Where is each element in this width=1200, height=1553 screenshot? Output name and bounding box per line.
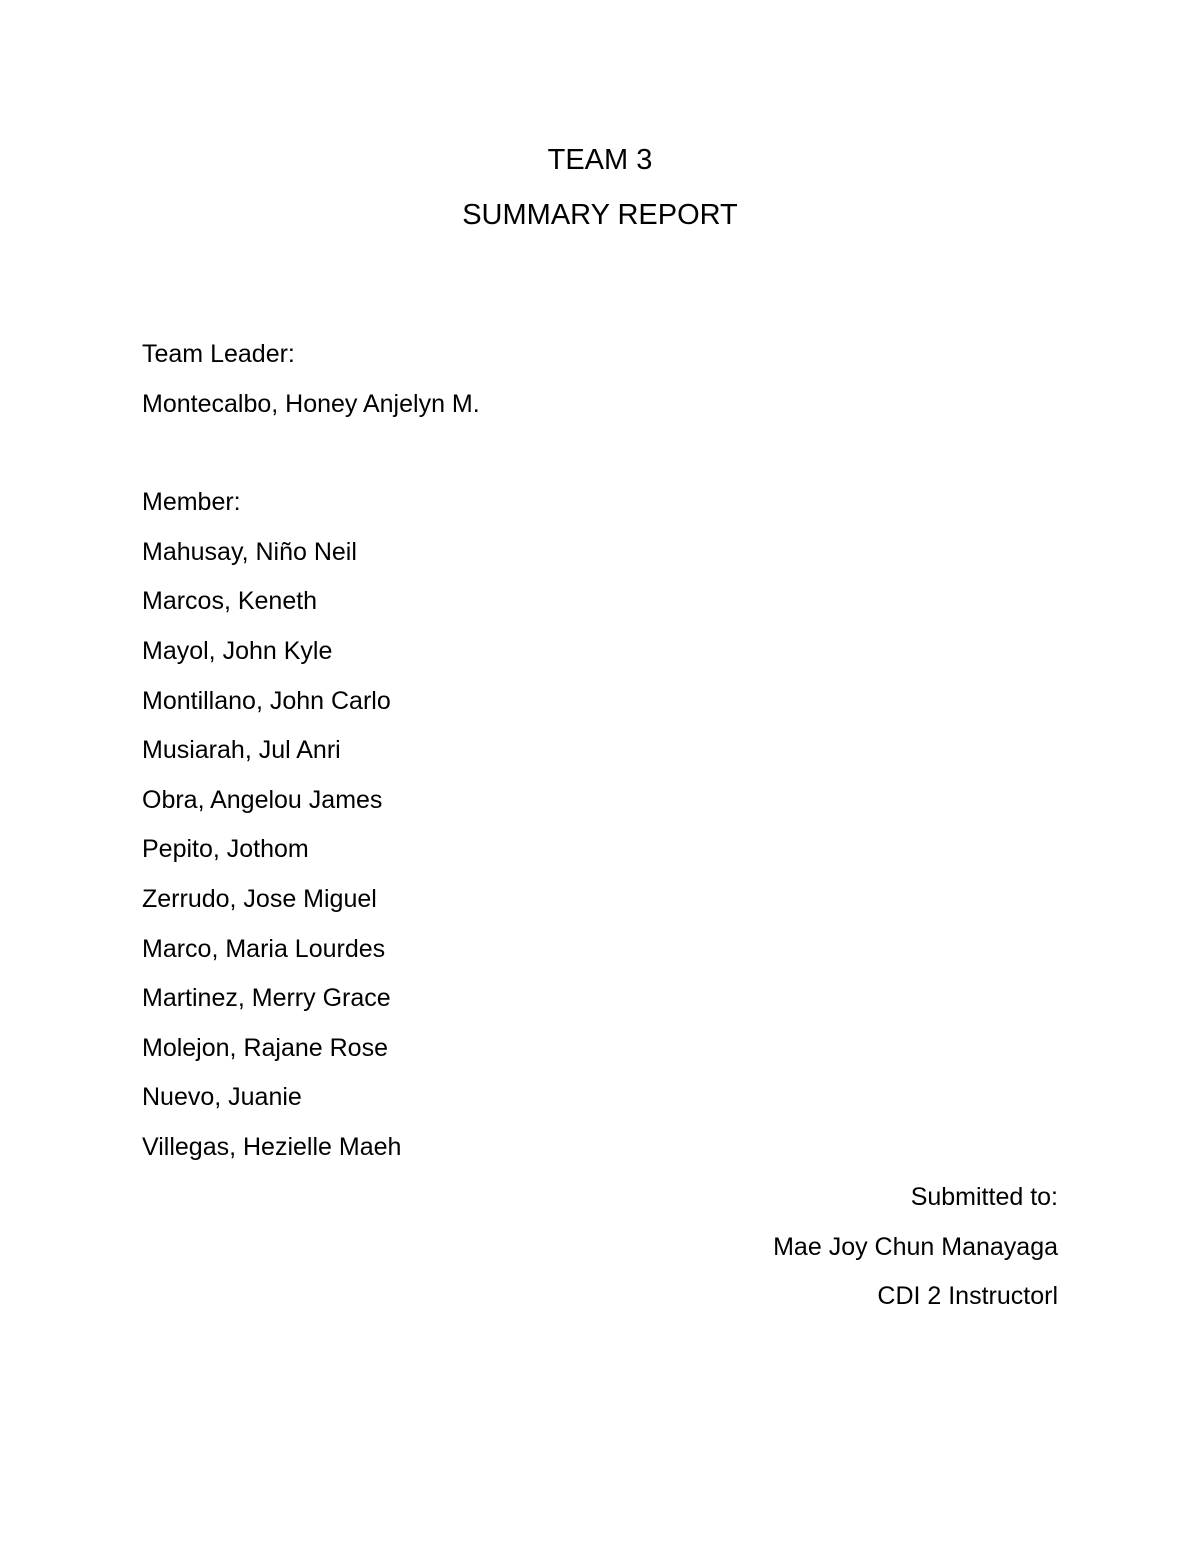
roster	[142, 338, 842, 1181]
team-title: TEAM 3	[547, 144, 653, 176]
member-item: Martinez, Merry Grace	[142, 984, 391, 1013]
member-item: Pepito, Jothom	[142, 835, 309, 864]
member-item: Zerrudo, Jose Miguel	[142, 884, 377, 913]
submission-block	[458, 1181, 1058, 1330]
instructor-role: CDI 2 Instructorl	[877, 1282, 1058, 1311]
instructor-name: Mae Joy Chun Manayaga	[773, 1232, 1058, 1261]
member-list	[142, 536, 842, 1181]
member-item: Musiarah, Jul Anri	[142, 736, 341, 765]
member-item: Obra, Angelou James	[142, 785, 383, 814]
member-item: Villegas, Hezielle Maeh	[142, 1132, 402, 1161]
member-label: Member:	[142, 488, 241, 517]
section-spacer	[142, 437, 842, 486]
report-title: SUMMARY REPORT	[462, 199, 738, 231]
member-item: Marco, Maria Lourdes	[142, 934, 386, 963]
member-item: Molejon, Rajane Rose	[142, 1033, 388, 1062]
team-leader-label: Team Leader:	[142, 340, 295, 368]
member-item: Mayol, John Kyle	[142, 636, 333, 665]
member-item: Mahusay, Niño Neil	[142, 537, 357, 566]
member-item: Marcos, Keneth	[142, 587, 318, 616]
team-leader-name: Montecalbo, Honey Anjelyn M.	[142, 389, 480, 418]
member-item: Nuevo, Juanie	[142, 1083, 302, 1112]
submitted-to-label: Submitted to:	[910, 1183, 1058, 1211]
member-item: Montillano, John Carlo	[142, 686, 391, 715]
